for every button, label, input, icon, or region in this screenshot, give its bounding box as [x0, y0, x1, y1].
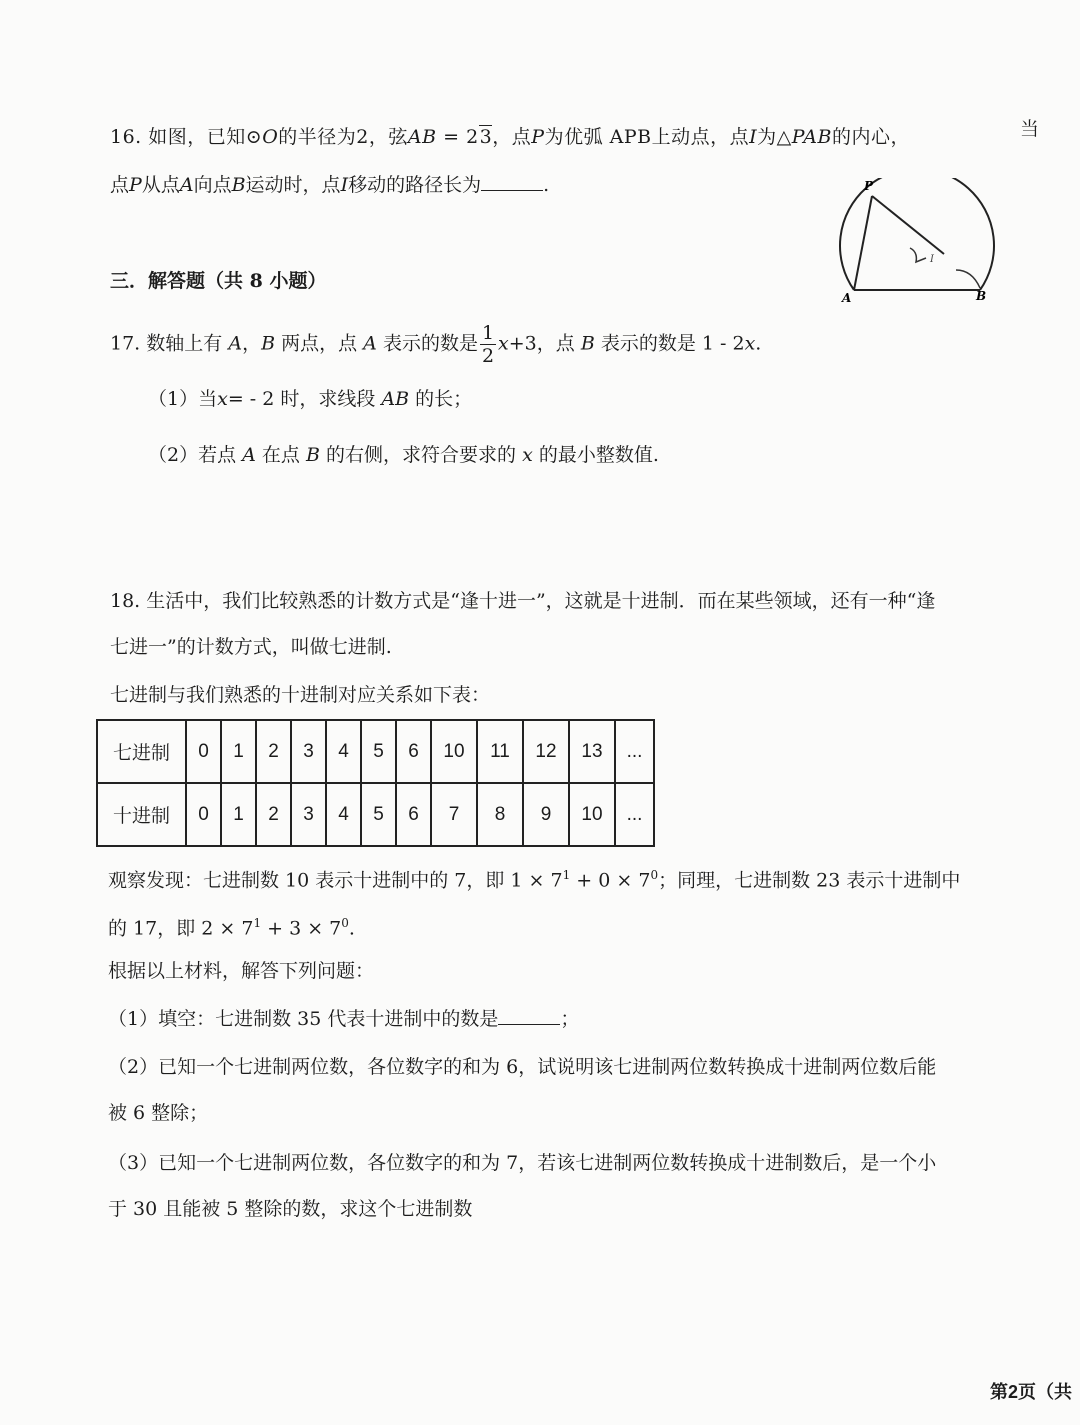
table-cell: 3: [291, 783, 326, 846]
q17-part-2: （2）若点 A 在点 B 的右侧，求符合要求的 x 的最小整数值.: [148, 444, 659, 466]
table-cell: 8: [477, 783, 523, 846]
section-3-title: 三．解答题（共 8 小题）: [110, 270, 327, 292]
incenter-mark: [910, 248, 926, 262]
table-cell: 5: [361, 720, 396, 783]
q18-part-2-line-2: 被 6 整除；: [108, 1102, 209, 1124]
major-arc: [840, 178, 994, 290]
table-cell: 6: [396, 720, 431, 783]
table-cell: 11: [477, 720, 523, 783]
sqrt-3: 3: [479, 126, 493, 148]
q18-material: 根据以上材料，解答下列问题：: [108, 960, 375, 982]
answer-blank-16: [481, 172, 543, 191]
table-cell: 0: [186, 720, 221, 783]
q16-line-2: 点P从点A向点B运动时，点I移动的路径长为 .: [110, 174, 550, 196]
table-row-decimal: [97, 783, 654, 846]
table-cell: 7: [431, 783, 477, 846]
table-cell: 1: [221, 720, 256, 783]
base-conversion-table: [96, 719, 655, 847]
table-row-septenary: [97, 720, 654, 783]
q17-line-1: 17. 数轴上有 A，B 两点，点 A 表示的数是 $\frac{1}{2}$ x+3，点 B 表示的数是 1 - 2x.: [110, 322, 762, 367]
table-cell: 10: [569, 783, 615, 846]
table-cell: 12: [523, 720, 569, 783]
q18-part-3-line-2: 于 30 且能被 5 整除的数，求这个七进制数: [108, 1198, 473, 1220]
label-i: I: [930, 254, 934, 265]
table-cell: 0: [186, 783, 221, 846]
table-cell: 10: [431, 720, 477, 783]
fraction-one-half: $\frac{1}{2}$: [481, 322, 495, 367]
row-header-septenary: 七进制: [97, 720, 186, 783]
row-header-decimal: 十进制: [97, 783, 186, 846]
table-cell: 2: [256, 783, 291, 846]
table-cell: 4: [326, 720, 361, 783]
segment-pi: [872, 196, 944, 254]
table-cell: 9: [523, 783, 569, 846]
label-p: P: [864, 179, 874, 193]
label-a: A: [842, 291, 852, 305]
table-cell: 4: [326, 783, 361, 846]
q16-line-1: 16. 如图，已知⊙O的半径为2，弦AB = 23，点P为优弧 APB上动点，点I为△PAB的内心，: [110, 126, 911, 148]
page-footer: 第2页（共: [990, 1382, 1073, 1403]
table-cell: ...: [615, 720, 654, 783]
q18-observation-1: 观察发现：七进制数 10 表示十进制中的 7，即 $1 \times 7^1 + 0 \times 7^0$；同理，七进制数 23 表示十进制中: [108, 868, 961, 892]
q18-observation-2: 的 17，即 $2 \times 7^1 + 3 \times 7^0$.: [108, 916, 355, 940]
table-cell: 2: [256, 720, 291, 783]
segment-pa: [854, 196, 872, 290]
table-cell: 6: [396, 783, 431, 846]
q18-line-1: 18. 生活中，我们比较熟悉的计数方式是“逢十进一”，这就是十进制．而在某些领域，还有一种“逢: [110, 590, 936, 612]
table-cell: 1: [221, 783, 256, 846]
table-cell: 5: [361, 783, 396, 846]
q16-dang: 当: [1020, 118, 1040, 140]
q18-line-3: 七进制与我们熟悉的十进制对应关系如下表：: [110, 684, 491, 706]
q18-line-2: 七进一”的计数方式，叫做七进制.: [110, 636, 392, 658]
table-cell: 13: [569, 720, 615, 783]
answer-blank-18: [498, 1006, 560, 1025]
q18-part-2-line-1: （2）已知一个七进制两位数，各位数字的和为 6，试说明该七进制两位数转换成十进制两位数后能: [108, 1056, 937, 1078]
table-cell: 3: [291, 720, 326, 783]
circle-figure: [836, 178, 1000, 308]
q18-part-1: （1）填空：七进制数 35 代表十进制中的数是 ；: [108, 1008, 580, 1030]
q17-part-1: （1）当x= - 2 时，求线段 AB 的长；: [148, 388, 473, 410]
q18-part-3-line-1: （3）已知一个七进制两位数，各位数字的和为 7，若该七进制两位数转换成十进制数后，是一个小: [108, 1152, 937, 1174]
table-cell: ...: [615, 783, 654, 846]
label-b: B: [976, 289, 987, 303]
arc-mark: [956, 270, 980, 288]
